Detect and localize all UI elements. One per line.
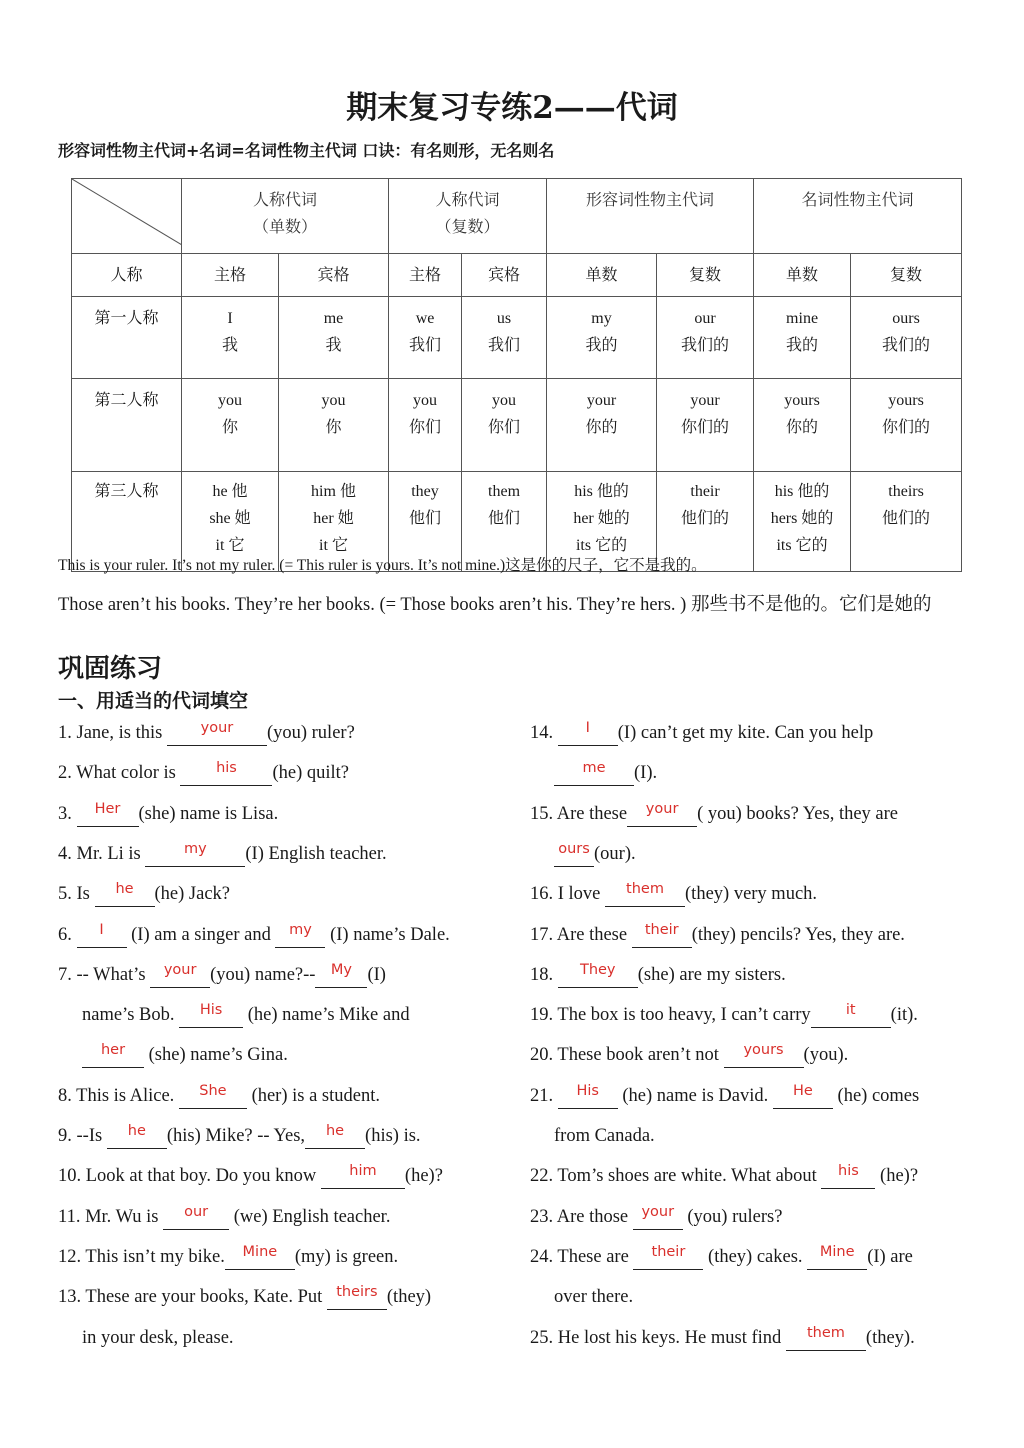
question-text: (you) rulers? — [682, 1206, 783, 1227]
exercise-line — [82, 1323, 234, 1353]
pronoun-form: 我们 — [488, 337, 521, 354]
answer-blank[interactable] — [327, 1284, 387, 1310]
question-text: 23. Are those — [530, 1206, 633, 1227]
exercise-line — [554, 1121, 655, 1151]
question-text: (my) is green. — [294, 1246, 399, 1267]
exercise-line — [530, 1040, 848, 1070]
exercise-line — [530, 718, 873, 748]
pronoun-form: me — [323, 310, 344, 327]
answer-blank[interactable] — [773, 1082, 833, 1109]
pronoun-form: 他们 — [488, 510, 521, 527]
header-noun-possessive — [754, 179, 962, 254]
pronoun-cell — [851, 379, 962, 472]
answer-blank[interactable] — [554, 760, 634, 786]
pronoun-form: my — [591, 310, 612, 327]
question-text: over there. — [554, 1287, 634, 1308]
table-corner-cell — [72, 179, 182, 254]
answer-blank[interactable] — [554, 840, 594, 867]
pronoun-cell — [657, 297, 754, 379]
handwritten-answer: Mine — [242, 1243, 278, 1260]
header-personal-plural — [389, 179, 547, 254]
subheader-cell: 单数 — [754, 254, 851, 297]
question-text: 22. Tom’s shoes are white. What about — [530, 1166, 822, 1187]
question-text: (I) are — [867, 1246, 913, 1267]
answer-blank[interactable] — [821, 1163, 875, 1189]
handwritten-answer: ours — [558, 840, 590, 857]
handwritten-answer: their — [644, 921, 679, 938]
pronoun-cell — [182, 379, 279, 472]
handwritten-answer: yours — [743, 1042, 784, 1059]
handwritten-answer: his — [838, 1163, 859, 1180]
section-title: 巩固练习 — [58, 654, 163, 684]
answer-blank[interactable] — [77, 800, 139, 827]
table-subheader-row — [72, 254, 962, 297]
subheader-cell: 人称 — [72, 254, 182, 297]
pronoun-form: ours — [892, 310, 920, 327]
exercise-line — [530, 1323, 915, 1353]
question-text: 13. These are your books, Kate. Put — [58, 1287, 327, 1308]
subheader-cell: 复数 — [851, 254, 962, 297]
answer-blank[interactable] — [633, 1243, 703, 1270]
pronoun-form: you — [321, 392, 346, 409]
pronoun-form: its 它的 — [575, 537, 628, 554]
pronoun-form: her 她的 — [573, 510, 630, 527]
pronoun-form: hers 她的 — [770, 510, 834, 527]
header-label: 人称代词 — [253, 192, 318, 209]
handwritten-answer: our — [184, 1203, 209, 1220]
question-text: (they) cakes. — [703, 1246, 808, 1267]
handwritten-answer: it — [845, 1002, 856, 1019]
exercise-line — [82, 1040, 288, 1070]
handwritten-answer: I — [585, 720, 590, 736]
pronoun-form: you — [413, 392, 438, 409]
question-text: (you). — [803, 1045, 849, 1066]
answer-blank[interactable] — [558, 961, 638, 988]
handwritten-answer: me — [582, 760, 606, 777]
question-text: 19. The box is too heavy, I can’t carry — [530, 1005, 811, 1026]
pronoun-cell — [754, 472, 851, 572]
question-text: 12. This isn’t my bike. — [58, 1246, 225, 1267]
table-row — [72, 297, 962, 379]
question-text: 15. Are these — [530, 803, 628, 824]
subheader-cell: 宾格 — [462, 254, 547, 297]
question-text: (we) English teacher. — [229, 1206, 391, 1227]
pronoun-cell — [547, 297, 657, 379]
question-text: (I) name’s Dale. — [325, 924, 450, 945]
question-text: 14. — [530, 723, 558, 743]
question-text: (his) Mike? -- Yes, — [166, 1126, 306, 1146]
answer-blank[interactable] — [180, 760, 272, 786]
header-personal-singular — [182, 179, 389, 254]
pronoun-cell — [389, 379, 462, 472]
question-text: (I). — [634, 763, 658, 784]
pronoun-cell — [462, 297, 547, 379]
subheader-cell: 主格 — [182, 254, 279, 297]
handwritten-answer: he — [325, 1123, 345, 1139]
answer-blank[interactable] — [77, 921, 127, 948]
subheader-cell: 宾格 — [279, 254, 389, 297]
answer-blank[interactable] — [724, 1042, 804, 1068]
answer-blank[interactable] — [315, 961, 367, 988]
pronoun-form: 你们的 — [882, 419, 931, 436]
pronoun-cell — [657, 379, 754, 472]
exercise-line — [58, 1121, 421, 1151]
pronoun-table — [71, 178, 962, 572]
exercise-line — [530, 799, 898, 829]
example-sentence-2: Those aren’t his books. They’re her books. (= Those books aren’t his. They’re hers. ) 那些书不是他的。它们是她的 — [58, 595, 932, 615]
question-text: name’s Bob. — [82, 1005, 180, 1026]
table-row — [72, 379, 962, 472]
header-label: 人称代词 — [435, 192, 500, 209]
handwritten-answer: he — [115, 881, 134, 898]
question-text: 21. — [530, 1085, 558, 1106]
handwritten-answer: their — [651, 1243, 686, 1260]
answer-blank[interactable] — [95, 881, 155, 907]
handwritten-answer: my — [289, 921, 312, 938]
pronoun-form: yours — [784, 392, 820, 409]
question-text: 20. These book aren’t not — [530, 1045, 724, 1066]
handwritten-answer: Mine — [819, 1243, 855, 1260]
handwritten-answer: He — [792, 1082, 813, 1099]
exercise-line — [554, 1282, 633, 1312]
pronoun-form: 你的 — [585, 419, 618, 436]
exercise-line — [530, 1081, 919, 1111]
pronoun-form: it 它 — [319, 537, 348, 554]
question-text: (he) name’s Mike and — [243, 1005, 410, 1026]
pronoun-form: them — [488, 483, 521, 500]
person-label: 第一人称 — [72, 297, 182, 379]
subheader-cell: 单数 — [547, 254, 657, 297]
handwritten-answer: your — [163, 961, 197, 978]
answer-blank[interactable] — [786, 1324, 866, 1351]
pronoun-form: your — [586, 392, 617, 409]
answer-blank[interactable] — [145, 840, 245, 867]
pronoun-form: its 它的 — [776, 537, 828, 554]
handwritten-answer: her — [100, 1042, 126, 1059]
question-text: (she) are my sisters. — [637, 964, 786, 985]
pronoun-form: 我的 — [585, 337, 618, 354]
question-text: (he) comes — [832, 1085, 920, 1106]
answer-blank[interactable] — [179, 1002, 243, 1028]
handwritten-answer: My — [330, 961, 352, 978]
answer-blank[interactable] — [811, 1002, 891, 1028]
pronoun-form: 你 — [325, 419, 342, 436]
pronoun-cell — [754, 297, 851, 379]
question-text: in your desk, please. — [82, 1327, 234, 1348]
question-text: 25. He lost his keys. He must find — [530, 1327, 786, 1348]
exercise-line — [58, 758, 349, 788]
handwritten-answer: theirs — [336, 1284, 378, 1301]
pronoun-form: 你们的 — [681, 419, 730, 436]
handwritten-answer: them — [626, 881, 664, 898]
exercise-line — [58, 718, 355, 748]
answer-blank[interactable] — [107, 1123, 167, 1149]
question-text: 8. This is Alice. — [58, 1085, 179, 1106]
question-text: 24. These are — [530, 1246, 634, 1267]
handwritten-answer: your — [200, 720, 234, 736]
question-text: 2. What color is — [58, 763, 181, 784]
handwritten-answer: Her — [94, 800, 121, 817]
exercise-line — [58, 1081, 380, 1111]
question-text: from Canada. — [554, 1126, 655, 1146]
question-text: (he) Jack? — [154, 884, 230, 905]
header-label: （单数） — [253, 219, 318, 236]
question-text: 18. — [530, 964, 558, 985]
question-text: (it). — [890, 1005, 918, 1026]
question-text: (I) can’t get my kite. Can you help — [617, 723, 874, 743]
question-text: (he) name is David. — [617, 1085, 773, 1106]
question-text: 17. Are these — [530, 924, 632, 945]
question-text: 16. I love — [530, 884, 606, 905]
pronoun-form: his 他的 — [774, 483, 830, 500]
handwritten-answer: him — [349, 1163, 377, 1180]
question-text: (she) name’s Gina. — [144, 1045, 288, 1066]
answer-blank[interactable] — [627, 800, 697, 827]
question-text: (her) is a student. — [246, 1085, 380, 1106]
answer-blank[interactable] — [632, 921, 692, 948]
header-label: 形容词性物主代词 — [586, 192, 715, 209]
pronoun-form: 他们 — [409, 510, 442, 527]
pronoun-cell — [547, 379, 657, 472]
pronoun-form: 你们 — [409, 419, 442, 436]
pronoun-form: his 他的 — [574, 483, 629, 500]
exercise-line — [58, 879, 230, 909]
question-text: 10. Look at that boy. Do you know — [58, 1166, 321, 1187]
handwritten-answer: She — [199, 1082, 227, 1099]
answer-blank[interactable] — [225, 1243, 295, 1270]
person-label: 第三人称 — [72, 472, 182, 572]
exercise-line — [530, 920, 905, 950]
pronoun-form: we — [415, 310, 435, 327]
question-text: 7. -- What’s — [58, 964, 151, 985]
pronoun-form: 我 — [221, 337, 238, 354]
pronoun-form: I — [227, 310, 233, 327]
handwritten-answer: them — [806, 1324, 845, 1341]
answer-blank[interactable] — [150, 961, 210, 988]
handwritten-answer: he — [127, 1123, 146, 1139]
exercise-line — [58, 960, 386, 990]
question-text: (I) am a singer and — [126, 924, 276, 945]
exercise-line — [58, 1242, 398, 1272]
subheader-cell: 复数 — [657, 254, 754, 297]
exercise-line — [530, 960, 786, 990]
question-text: (you) name?-- — [210, 964, 316, 985]
exercise-line — [58, 1202, 390, 1232]
exercise-line — [530, 1161, 918, 1191]
question-text: (I) — [367, 964, 386, 985]
pronoun-cell — [851, 297, 962, 379]
exercise-line — [58, 1282, 431, 1312]
pronoun-form: 你们 — [488, 419, 521, 436]
pronoun-form: mine — [786, 310, 819, 327]
pronoun-cell — [279, 379, 389, 472]
page-title: 期末复习专练2——代词 — [346, 90, 678, 126]
subheader-cell: 主格 — [389, 254, 462, 297]
pronoun-form: it 它 — [215, 537, 245, 554]
pronoun-form: they — [411, 483, 439, 500]
pronoun-form: 你的 — [786, 419, 819, 436]
question-text: ( you) books? Yes, they are — [697, 803, 899, 824]
pronoun-cell — [279, 297, 389, 379]
exercise-line — [530, 1202, 782, 1232]
handwritten-answer: I — [99, 921, 104, 938]
answer-blank[interactable] — [305, 1123, 365, 1149]
handwritten-answer: my — [184, 840, 207, 857]
pronoun-form: their — [690, 483, 720, 500]
header-adjective-possessive — [547, 179, 754, 254]
exercise-line — [58, 1161, 443, 1191]
exercise-line — [554, 839, 636, 869]
answer-blank[interactable] — [321, 1163, 405, 1189]
pronoun-cell — [462, 379, 547, 472]
question-text: (our). — [594, 843, 636, 864]
question-text: (he)? — [404, 1166, 443, 1187]
pronoun-form: 他们的 — [681, 510, 730, 527]
pronoun-form: 我们的 — [681, 337, 730, 354]
question-text: (I) English teacher. — [245, 843, 387, 864]
pronoun-form: 你 — [221, 419, 238, 436]
pronoun-form: 我们的 — [882, 337, 931, 354]
exercise-line — [530, 1000, 918, 1030]
pronoun-cell — [182, 297, 279, 379]
question-text: (he)? — [875, 1166, 919, 1187]
answer-blank[interactable] — [167, 720, 267, 746]
handwritten-answer: your — [641, 1203, 675, 1220]
pronoun-form: yours — [888, 392, 924, 409]
question-text: (his) is. — [365, 1126, 421, 1146]
answer-blank[interactable] — [605, 881, 685, 907]
pronoun-form: him 他 — [311, 483, 356, 500]
pronoun-form: 他们的 — [882, 510, 931, 527]
exercise-line — [530, 879, 817, 909]
question-text: (they) very much. — [685, 884, 818, 905]
exercise-line — [530, 1242, 913, 1272]
pronoun-cell — [851, 472, 962, 572]
pronoun-form: you — [218, 392, 242, 409]
pronoun-form: 我的 — [786, 337, 819, 354]
pronoun-form: 我 — [325, 337, 342, 354]
pronoun-form: her 她 — [313, 510, 354, 527]
diagonal-line — [72, 179, 182, 245]
answer-blank[interactable] — [163, 1203, 229, 1230]
handwritten-answer: They — [579, 961, 616, 978]
header-label: （复数） — [435, 219, 500, 236]
pronoun-form: us — [496, 310, 512, 327]
exercise-line — [58, 799, 278, 829]
pronoun-form: you — [492, 392, 517, 409]
pronoun-form: theirs — [888, 483, 924, 500]
question-text: (they) pencils? Yes, they are. — [691, 924, 905, 945]
exercise-line — [554, 758, 657, 788]
pronoun-form: your — [690, 392, 720, 409]
answer-blank[interactable] — [82, 1042, 144, 1068]
exercise-line — [58, 839, 387, 869]
exercise-line — [82, 1000, 410, 1030]
question-text: 1. Jane, is this — [58, 723, 167, 743]
person-label: 第二人称 — [72, 379, 182, 472]
question-text: 4. Mr. Li is — [58, 843, 146, 864]
pronoun-form: she 她 — [209, 510, 251, 527]
question-text: (you) ruler? — [266, 723, 355, 743]
exercise-line — [58, 920, 450, 950]
header-label: 名词性物主代词 — [801, 192, 914, 209]
question-text: 3. — [58, 803, 77, 824]
grammar-rule: 形容词性物主代词+名词=名词性物主代词 口诀：有名则形，无名则名 — [58, 141, 555, 160]
handwritten-answer: your — [645, 800, 679, 817]
answer-blank[interactable] — [179, 1082, 247, 1109]
question-text: 5. Is — [58, 884, 95, 905]
question-text: (he) quilt? — [272, 763, 350, 784]
answer-blank[interactable] — [633, 1203, 683, 1230]
pronoun-form: our — [694, 310, 716, 327]
handwritten-answer: His — [576, 1082, 599, 1099]
question-text: (they). — [865, 1327, 915, 1348]
question-text: 11. Mr. Wu is — [58, 1206, 164, 1227]
handwritten-answer: his — [216, 760, 237, 777]
answer-blank[interactable] — [558, 1082, 618, 1109]
answer-blank[interactable] — [558, 720, 618, 746]
answer-blank[interactable] — [275, 921, 325, 948]
question-text: 9. --Is — [58, 1126, 107, 1146]
question-text: (they) — [386, 1287, 432, 1308]
pronoun-cell — [754, 379, 851, 472]
example-sentence-1: This is your ruler. It’s not my ruler. (= This ruler is yours. It’s not mine.)这是你的尺子，它不是我的。 — [58, 557, 707, 574]
handwritten-answer: His — [199, 1002, 223, 1019]
pronoun-form: 我们 — [409, 337, 442, 354]
question-text: (she) name is Lisa. — [138, 803, 279, 824]
pronoun-cell — [389, 297, 462, 379]
part-title: 一、用适当的代词填空 — [58, 690, 249, 712]
question-text: 6. — [58, 924, 77, 945]
pronoun-form: he 他 — [212, 483, 248, 500]
answer-blank[interactable] — [807, 1243, 867, 1270]
